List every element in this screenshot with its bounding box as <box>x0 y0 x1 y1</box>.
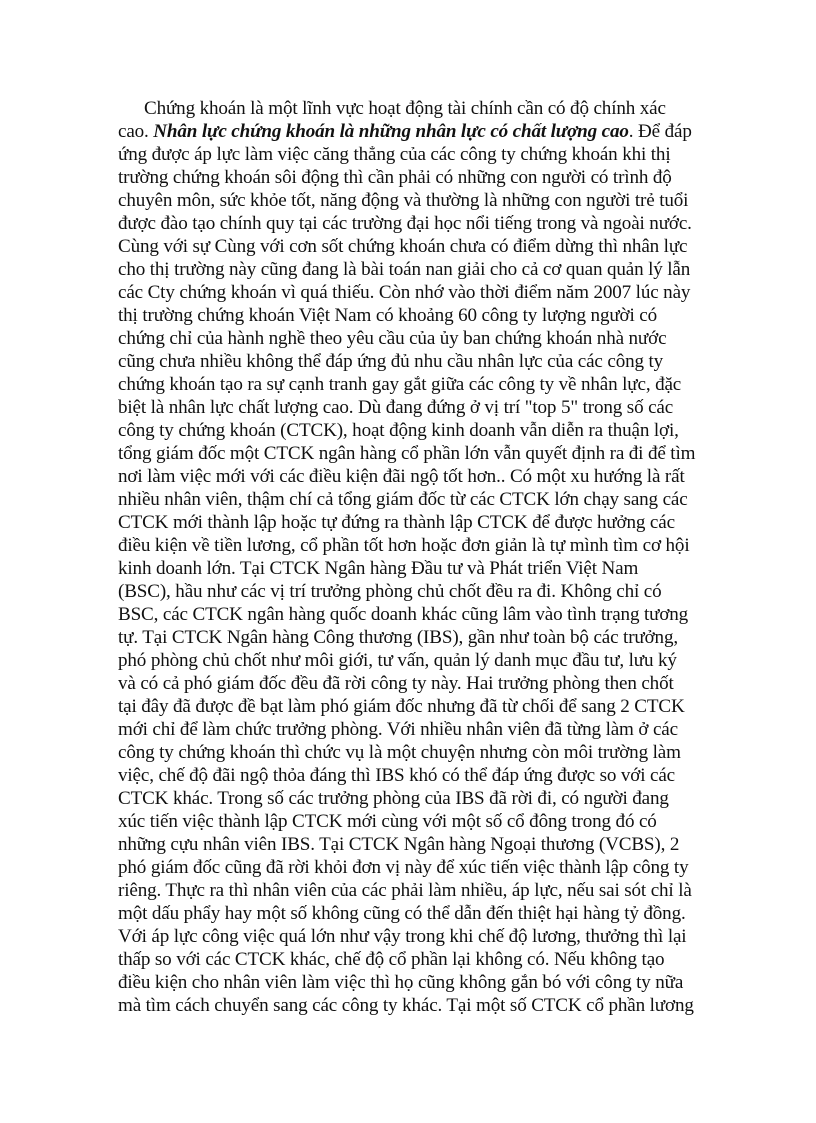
text-line <box>118 442 702 465</box>
text-run: công ty chứng khoán thì chức vụ là một chuyện nhưng còn môi trường làm <box>118 742 681 763</box>
text-run: CTCK mới thành lập hoặc tự đứng ra thành lập CTCK để được hưởng các <box>118 512 675 533</box>
text-line <box>118 695 702 718</box>
text-run: (BSC), hầu như các vị trí trưởng phòng chủ chốt đều ra đi. Không chỉ có <box>118 581 662 602</box>
text-run: BSC, các CTCK ngân hàng quốc doanh khác cũng lâm vào tình trạng tương <box>118 604 689 625</box>
text-run: nơi làm việc mới với các điều kiện đãi ngộ tốt hơn.. Có một xu hướng là rất <box>118 466 685 487</box>
text-line <box>118 557 702 580</box>
text-run: xúc tiến việc thành lập CTCK mới cùng với một số cổ đông trong đó có <box>118 811 657 832</box>
text-line <box>118 649 702 672</box>
text-run: riêng. Thực ra thì nhân viên của các phải làm nhiều, áp lực, nếu sai sót chỉ là <box>118 880 692 901</box>
text-line <box>118 350 702 373</box>
text-line <box>118 189 702 212</box>
text-run: thấp so với các CTCK khác, chế độ cổ phần lại không có. Nếu không tạo <box>118 949 665 970</box>
text-run: các Cty chứng khoán vì quá thiếu. Còn nhớ vào thời điểm năm 2007 lúc này <box>118 282 691 303</box>
text-run: những cựu nhân viên IBS. Tại CTCK Ngân hàng Ngoại thương (VCBS), 2 <box>118 834 680 855</box>
text-run: phó phòng chủ chốt như môi giới, tư vấn, quản lý danh mục đầu tư, lưu ký <box>118 650 677 671</box>
text-line <box>118 166 702 189</box>
text-line <box>118 373 702 396</box>
text-run: Chứng khoán là một lĩnh vực hoạt động tài chính cần có độ chính xác <box>144 98 666 119</box>
text-line <box>118 281 702 304</box>
text-run: chứng chỉ của hành nghề theo yêu cầu của ủy ban chứng khoán nhà nước <box>118 328 667 349</box>
text-run: chứng khoán tạo ra sự cạnh tranh gay gắt giữa các công ty về nhân lực, đặc <box>118 374 682 395</box>
text-line <box>118 465 702 488</box>
text-line <box>118 879 702 902</box>
text-run: trường chứng khoán sôi động thì cần phải có những con người có trình độ <box>118 167 672 188</box>
text-run: ứng được áp lực làm việc căng thẳng của các công ty chứng khoán khi thị <box>118 144 671 165</box>
text-line <box>118 258 702 281</box>
text-line <box>118 396 702 419</box>
text-run: nhiều nhân viên, thậm chí cả tổng giám đốc từ các CTCK lớn chạy sang các <box>118 489 688 510</box>
text-line <box>118 212 702 235</box>
emphasized-text: Nhân lực chứng khoán là những nhân lực có chất lượng cao <box>153 121 629 142</box>
text-run: và có cả phó giám đốc đều đã rời công ty này. Hai trưởng phòng then chốt <box>118 673 674 694</box>
text-run: cho thị trường này cũng đang là bài toán nan giải cho cả cơ quan quản lý lẫn <box>118 259 691 280</box>
text-line <box>118 971 702 994</box>
text-run: mà tìm cách chuyển sang các công ty khác. Tại một số CTCK cổ phần lương <box>118 995 694 1016</box>
text-run: tổng giám đốc một CTCK ngân hàng cổ phần lớn vẫn quyết định ra đi để tìm <box>118 443 696 464</box>
text-line <box>118 833 702 856</box>
text-line <box>118 856 702 879</box>
text-line <box>118 810 702 833</box>
text-run: thị trường chứng khoán Việt Nam có khoảng 60 công ty lượng người có <box>118 305 657 326</box>
text-line <box>118 511 702 534</box>
text-line <box>118 718 702 741</box>
text-run: một dấu phẩy hay một số không cũng có thể dẫn đến thiệt hại hàng tỷ đồng. <box>118 903 686 924</box>
text-run: chuyên môn, sức khỏe tốt, năng động và thường là những con người trẻ tuổi <box>118 190 689 211</box>
text-line <box>118 143 702 166</box>
text-line <box>118 304 702 327</box>
text-run: Cùng với sự Cùng với cơn sốt chứng khoán chưa có điểm dừng thì nhân lực <box>118 236 688 257</box>
text-run: việc, chế độ đãi ngộ thỏa đáng thì IBS khó có thể đáp ứng được so với các <box>118 765 676 786</box>
text-run: được đào tạo chính quy tại các trường đại học nổi tiếng trong và ngoài nước. <box>118 213 692 234</box>
text-line <box>118 787 702 810</box>
text-line <box>118 235 702 258</box>
text-line <box>118 488 702 511</box>
text-line <box>118 626 702 649</box>
text-run: điều kiện cho nhân viên làm việc thì họ cũng không gắn bó với công ty nữa <box>118 972 684 993</box>
text-line <box>118 120 702 143</box>
text-run: biệt là nhân lực chất lượng cao. Dù đang đứng ở vị trí "top 5" trong số các <box>118 397 674 418</box>
text-run: Với áp lực công việc quá lớn như vậy trong khi chế độ lương, thưởng thì lại <box>118 926 687 947</box>
text-run: tự. Tại CTCK Ngân hàng Công thương (IBS), gần như toàn bộ các trưởng, <box>118 627 678 648</box>
text-run: phó giám đốc cũng đã rời khỏi đơn vị này để xúc tiến việc thành lập công ty <box>118 857 689 878</box>
text-run: công ty chứng khoán (CTCK), hoạt động kinh doanh vẫn diễn ra thuận lợi, <box>118 420 679 441</box>
text-line <box>118 994 702 1017</box>
text-run: cũng chưa nhiều không thể đáp ứng đủ nhu cầu nhân lực của các công ty <box>118 351 664 372</box>
text-line <box>118 603 702 626</box>
text-run: CTCK khác. Trong số các trưởng phòng của IBS đã rời đi, có người đang <box>118 788 669 809</box>
body-paragraph <box>118 97 702 1017</box>
text-run: điều kiện về tiền lương, cổ phần tốt hơn hoặc đơn giản là tự mình tìm cơ hội <box>118 535 690 556</box>
text-run: . Để đáp <box>628 121 692 142</box>
text-line <box>118 925 702 948</box>
text-line <box>118 672 702 695</box>
text-run: mới chỉ để làm chức trưởng phòng. Với nhiều nhân viên đã từng làm ở các <box>118 719 678 740</box>
text-run: tại đây đã được đề bạt làm phó giám đốc nhưng đã từ chối để sang 2 CTCK <box>118 696 685 717</box>
text-run: cao. <box>118 121 154 142</box>
text-line <box>118 741 702 764</box>
text-run: kinh doanh lớn. Tại CTCK Ngân hàng Đầu tư và Phát triển Việt Nam <box>118 558 639 579</box>
text-line <box>118 764 702 787</box>
text-line <box>118 948 702 971</box>
text-line <box>118 327 702 350</box>
text-line <box>118 419 702 442</box>
text-line <box>118 580 702 603</box>
text-line <box>118 902 702 925</box>
text-line <box>118 534 702 557</box>
text-line <box>118 97 702 120</box>
